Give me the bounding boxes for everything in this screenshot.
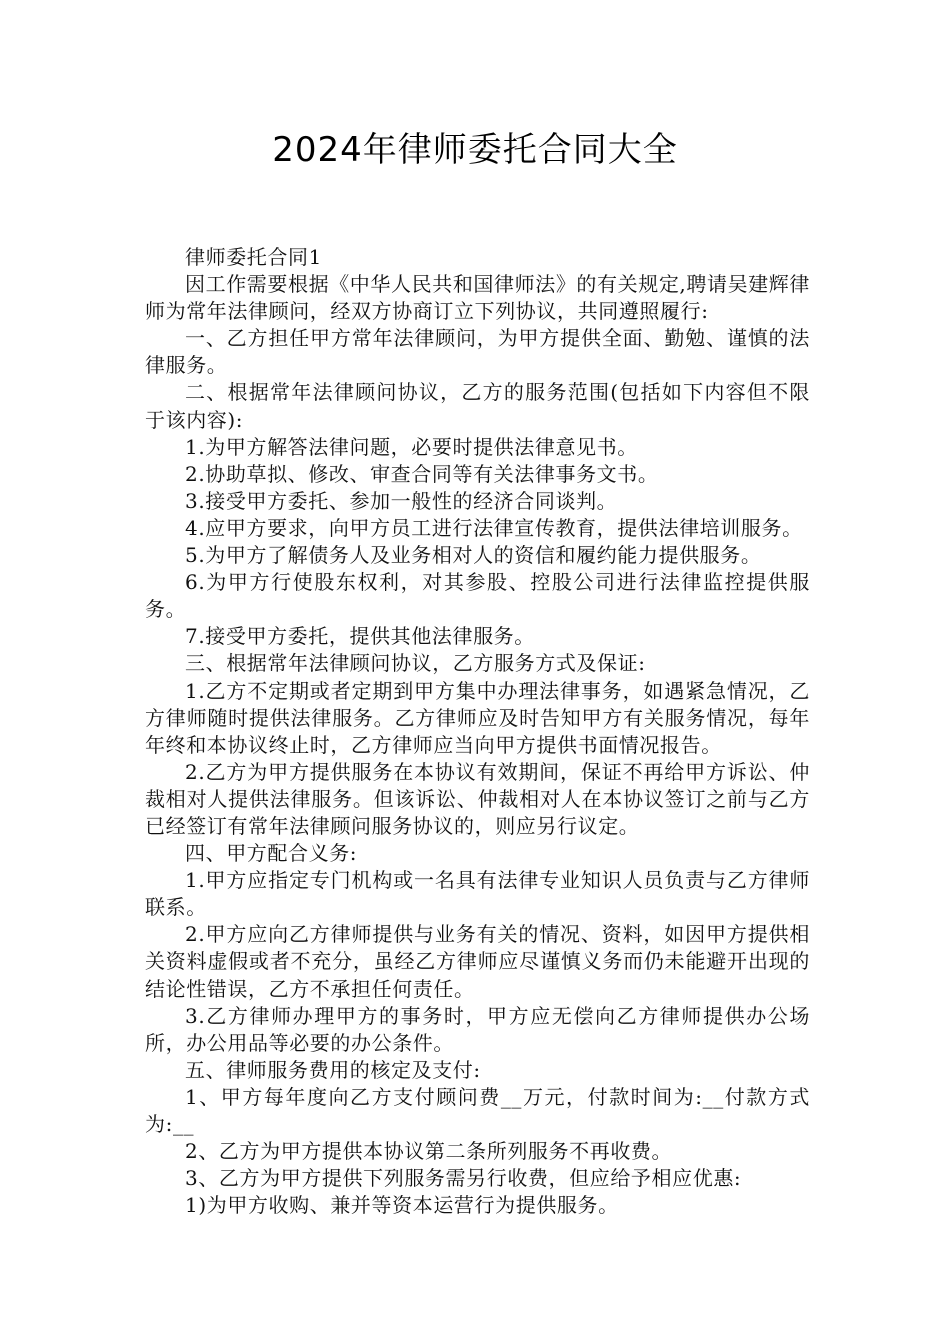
paragraph: 6.为甲方行使股东权利，对其参股、控股公司进行法律监控提供服务。 [145, 570, 810, 622]
paragraph: 1.为甲方解答法律问题，必要时提供法律意见书。 [185, 434, 638, 459]
paragraph: 3、乙方为甲方提供下列服务需另行收费，但应给予相应优惠: [185, 1166, 742, 1191]
paragraph: 一、乙方担任甲方常年法律顾问，为甲方提供全面、勤勉、谨慎的法律服务。 [145, 326, 810, 378]
document-title: 2024年律师委托合同大全 [272, 130, 678, 170]
paragraph: 2.乙方为甲方提供服务在本协议有效期间，保证不再给甲方诉讼、仲裁相对人提供法律服务。但该诉讼、仲裁相对人在本协议签订之前与乙方已经签订有常年法律顾问服务协议的，则应另行议定。 [145, 759, 810, 838]
paragraph: 1.甲方应指定专门机构或一名具有法律专业知识人员负责与乙方律师联系。 [145, 868, 810, 920]
paragraph: 二、根据常年法律顾问协议，乙方的服务范围(包括如下内容但不限于该内容): [145, 380, 810, 432]
paragraph: 五、律师服务费用的核定及支付: [185, 1057, 481, 1082]
paragraph: 四、甲方配合义务: [185, 841, 358, 866]
paragraph: 5.为甲方了解债务人及业务相对人的资信和履约能力提供服务。 [185, 543, 762, 568]
paragraph: 7.接受甲方委托，提供其他法律服务。 [185, 624, 535, 649]
paragraph: 1、甲方每年度向乙方支付顾问费__万元，付款时间为:__付款方式为:__ [145, 1084, 810, 1136]
paragraph: 因工作需要根据《中华人民共和国律师法》的有关规定,聘请吴建辉律师为常年法律顾问，经双方协商订立下列协议，共同遵照履行: [145, 272, 810, 324]
paragraph: 3.乙方律师办理甲方的事务时，甲方应无偿向乙方律师提供办公场所，办公用品等必要的办公条件。 [145, 1003, 810, 1055]
document-body [145, 244, 810, 1219]
paragraph: 2.协助草拟、修改、审查合同等有关法律事务文书。 [185, 461, 659, 486]
paragraph: 4.应甲方要求，向甲方员工进行法律宣传教育，提供法律培训服务。 [185, 515, 803, 540]
paragraph: 2.甲方应向乙方律师提供与业务有关的情况、资料，如因甲方提供相关资料虚假或者不充分，虽经乙方律师应尽谨慎义务而仍未能避开出现的结论性错误，乙方不承担任何责任。 [145, 922, 810, 1001]
paragraph: 1)为甲方收购、兼并等资本运营行为提供服务。 [185, 1193, 619, 1218]
paragraph: 三、根据常年法律顾问协议，乙方服务方式及保证: [185, 651, 646, 676]
paragraph: 1.乙方不定期或者定期到甲方集中办理法律事务，如遇紧急情况，乙方律师随时提供法律服务。乙方律师应及时告知甲方有关服务情况，每年年终和本协议终止时，乙方律师应当向甲方提供书面情况报告。 [145, 678, 810, 757]
paragraph: 2、乙方为甲方提供本协议第二条所列服务不再收费。 [185, 1139, 673, 1164]
paragraph: 律师委托合同1 [185, 245, 322, 269]
paragraph: 3.接受甲方委托、参加一般性的经济合同谈判。 [185, 488, 618, 513]
